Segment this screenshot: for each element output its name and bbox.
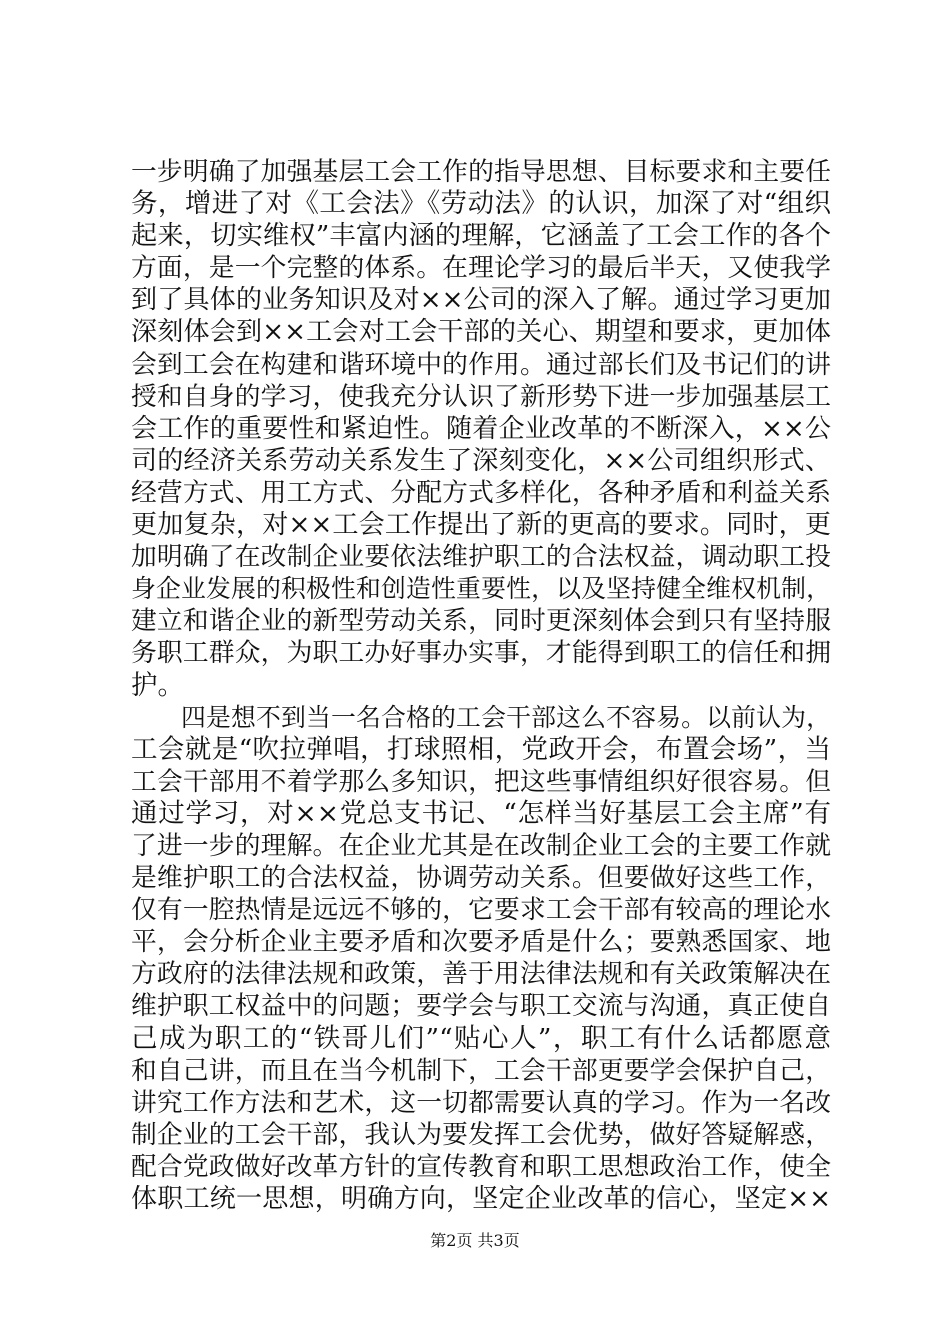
text-line: 仅有一腔热情是远远不够的，它要求工会干部有较高的理论水	[131, 895, 831, 926]
text-line: 建立和谐企业的新型劳动关系，同时更深刻体会到只有坚持服	[131, 606, 831, 637]
text-line: 护。	[131, 669, 184, 701]
text-line: 会工作的重要性和紧迫性。随着企业改革的不断深入，××公	[131, 413, 831, 444]
text-line: 和自己讲，而且在当今机制下，工会干部更要学会保护自己，	[131, 1055, 831, 1086]
text-line: 配合党政做好改革方针的宣传教育和职工思想政治工作，使全	[131, 1151, 831, 1182]
text-line: 了进一步的理解。在企业尤其是在改制企业工会的主要工作就	[131, 830, 831, 861]
text-line: 经营方式、用工方式、分配方式多样化，各种矛盾和利益关系	[131, 477, 831, 508]
text-line: 制企业的工会干部，我认为要发挥工会优势，做好答疑解惑，	[131, 1119, 831, 1150]
text-line: 起来，切实维权”丰富内涵的理解，它涵盖了工会工作的各个	[131, 221, 831, 252]
text-line: 讲究工作方法和艺术，这一切都需要认真的学习。作为一名改	[131, 1087, 831, 1118]
text-line: 方面，是一个完整的体系。在理论学习的最后半天，又使我学	[131, 253, 831, 284]
text-line: 务职工群众，为职工办好事办实事，才能得到职工的信任和拥	[131, 638, 831, 669]
text-line: 是维护职工的合法权益，协调劳动关系。但要做好这些工作，	[131, 863, 831, 894]
text-line: 深刻体会到××工会对工会干部的关心、期望和要求，更加体	[131, 317, 831, 348]
text-line: 司的经济关系劳动关系发生了深刻变化，××公司组织形式、	[131, 445, 831, 476]
text-line: 授和自身的学习，使我充分认识了新形势下进一步加强基层工	[131, 381, 831, 412]
text-line: 维护职工权益中的问题；要学会与职工交流与沟通，真正使自	[131, 991, 831, 1022]
text-line: 加明确了在改制企业要依法维护职工的合法权益，调动职工投	[131, 542, 831, 573]
text-line: 平，会分析企业主要矛盾和次要矛盾是什么；要熟悉国家、地	[131, 927, 831, 958]
text-line: 一步明确了加强基层工会工作的指导思想、目标要求和主要任	[131, 157, 831, 187]
text-line: 体职工统一思想，明确方向，坚定企业改革的信心，坚定××	[131, 1184, 831, 1214]
text-line: 通过学习，对××党总支书记、“怎样当好基层工会主席”有	[131, 797, 831, 829]
text-line: 工会就是“吹拉弹唱，打球照相，党政开会，布置会场”，当	[131, 733, 831, 765]
text-line: 工会干部用不着学那么多知识，把这些事情组织好很容易。但	[131, 766, 831, 797]
text-line: 更加复杂，对××工会工作提出了新的更高的要求。同时，更	[131, 510, 831, 541]
text-line: 己成为职工的“铁哥儿们”“贴心人”，职工有什么话都愿意	[131, 1022, 831, 1054]
text-line: 身企业发展的积极性和创造性重要性，以及坚持健全维权机制，	[131, 574, 831, 604]
text-line: 务，增进了对《工会法》《劳动法》的认识，加深了对“组织	[131, 188, 831, 220]
text-line: 会到工会在构建和谐环境中的作用。通过部长们及书记们的讲	[131, 349, 831, 380]
text-line: 四是想不到当一名合格的工会干部这么不容易。以前认为，	[131, 702, 831, 732]
text-line: 到了具体的业务知识及对××公司的深入了解。通过学习更加	[131, 285, 831, 316]
body-text	[131, 156, 831, 1215]
page-footer: 第2页 共3页	[430, 1231, 520, 1250]
text-line: 方政府的法律法规和政策，善于用法律法规和有关政策解决在	[131, 959, 831, 990]
